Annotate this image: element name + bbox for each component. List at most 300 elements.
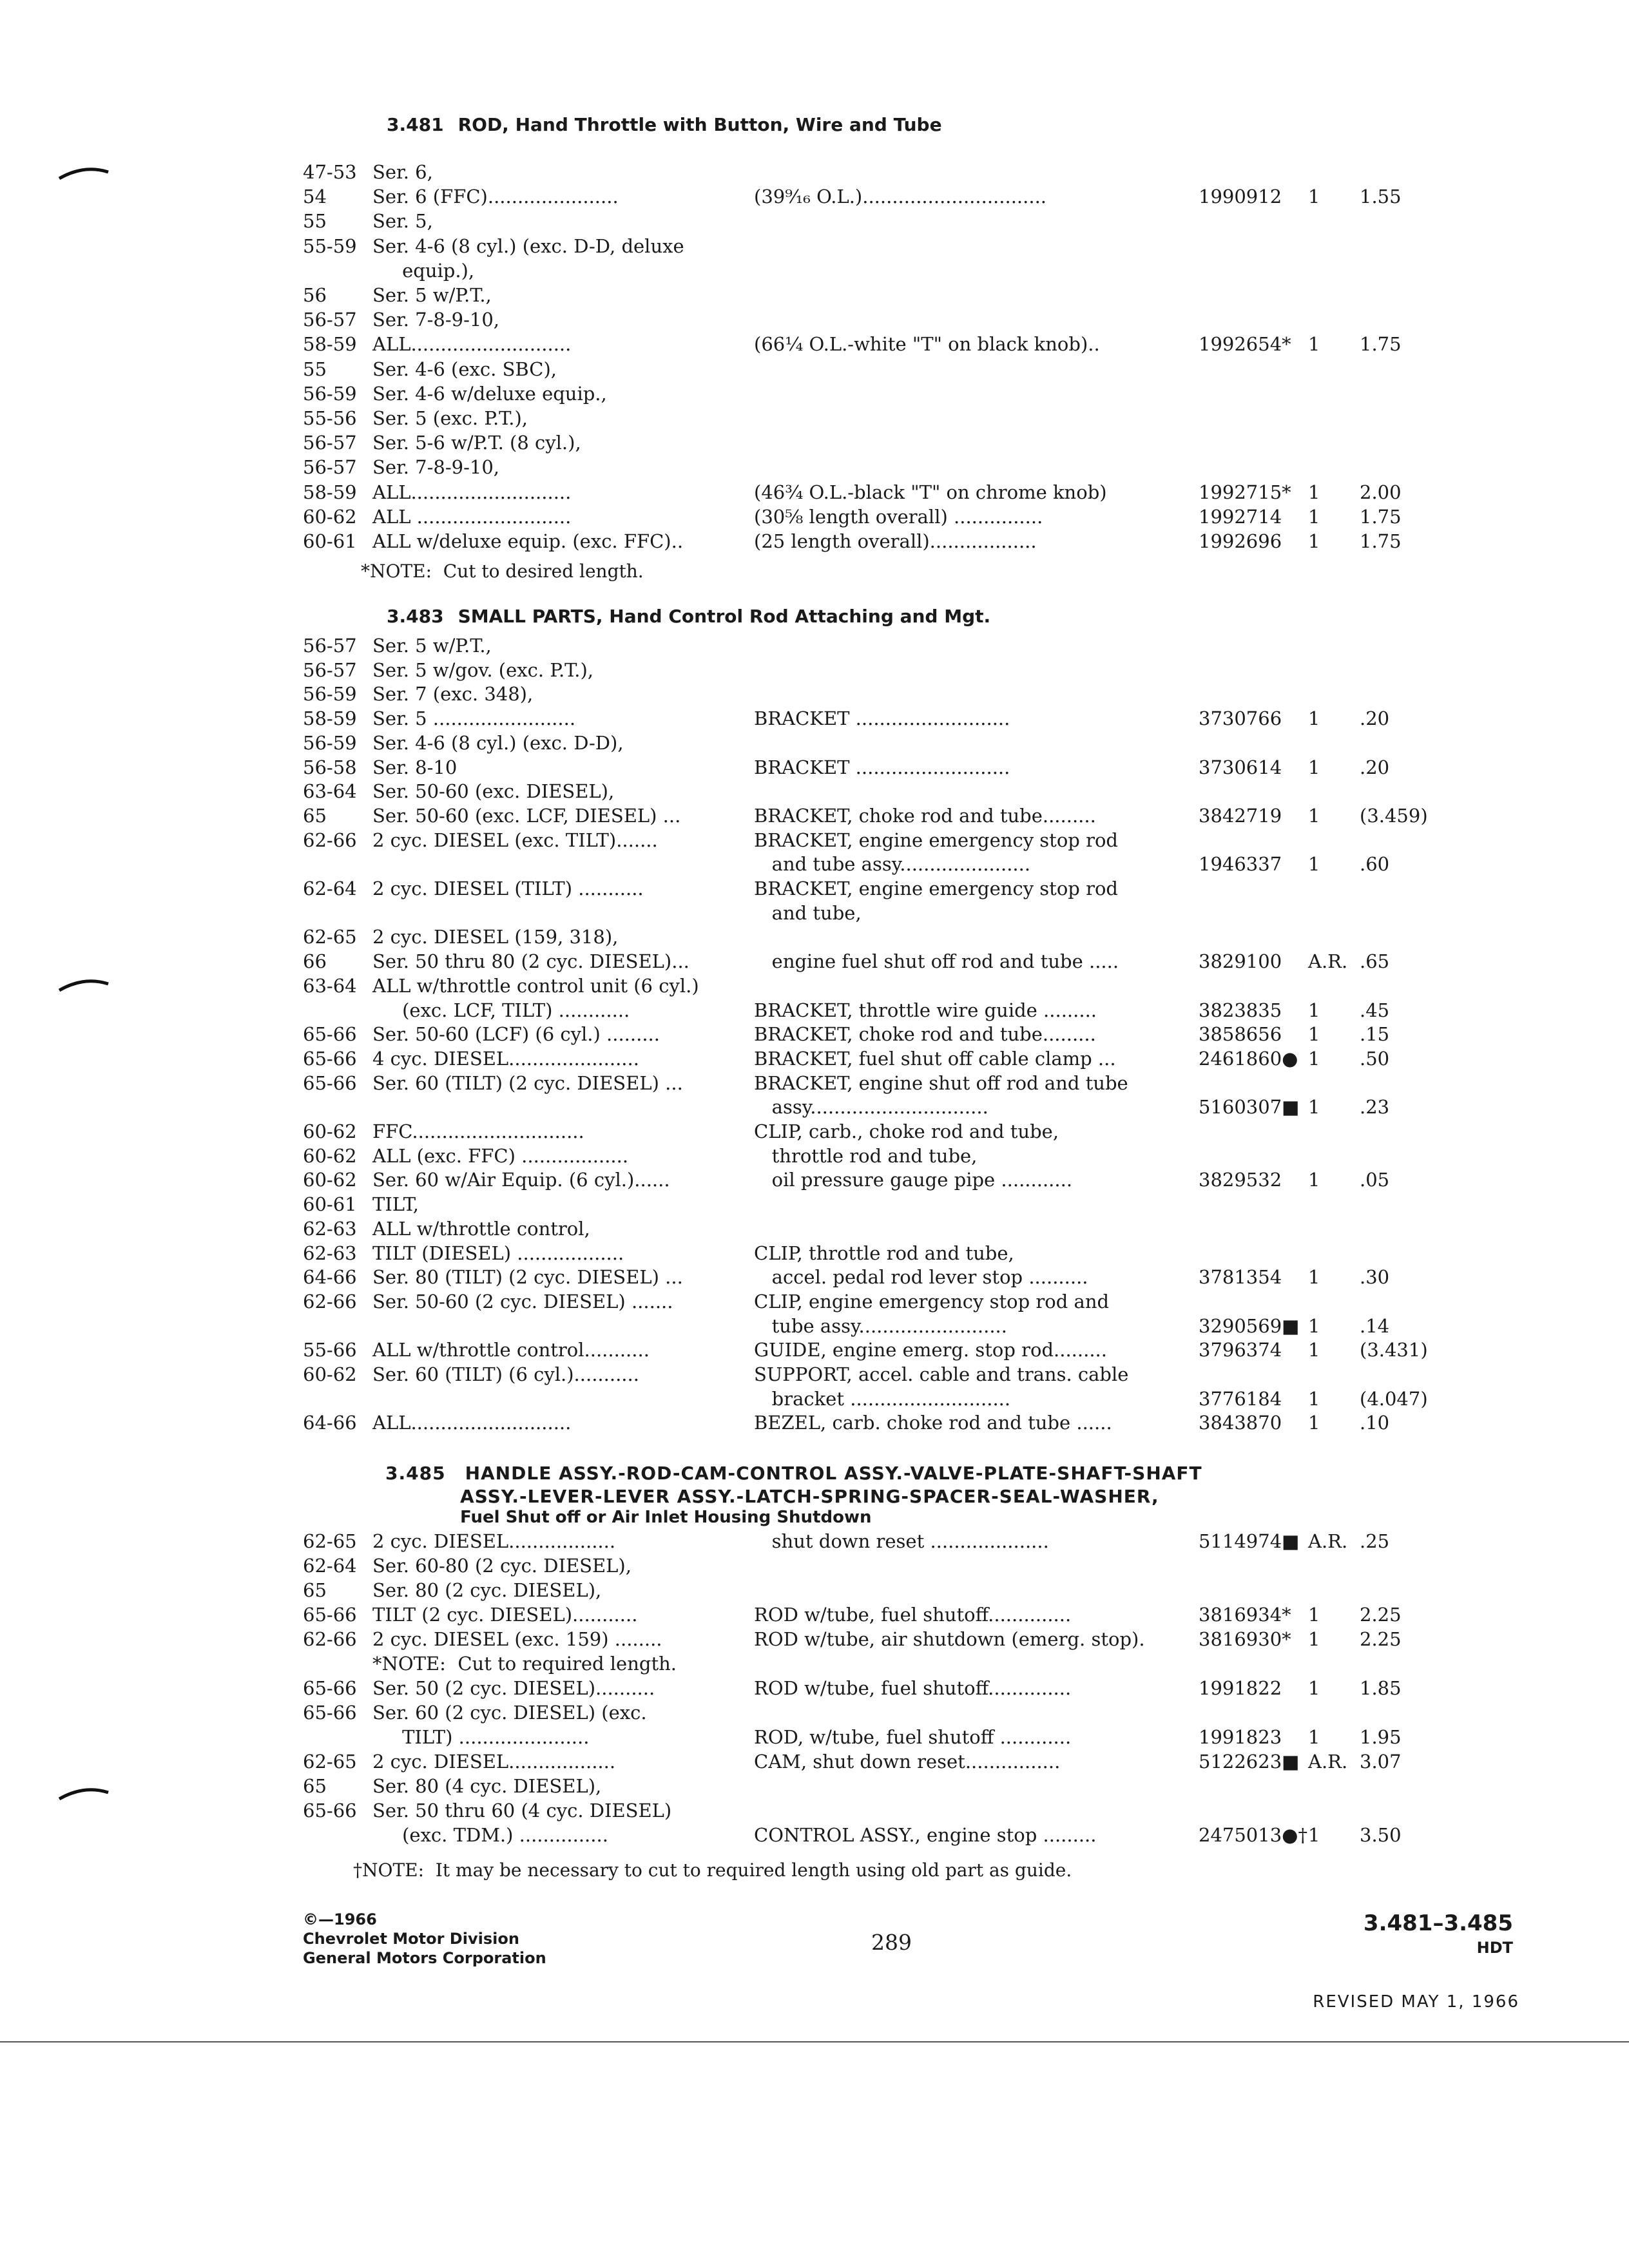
cell-model: Ser. 50-60 (exc. LCF, DIESEL) ...: [372, 804, 681, 827]
note-3485: †NOTE: It may be necessary to cut to required length using old part as guide.: [353, 1860, 1072, 1881]
cell-years: 56-57: [303, 432, 357, 454]
cell-model: Ser. 50-60 (exc. DIESEL),: [372, 780, 615, 803]
cell-qty: 1: [1308, 1604, 1320, 1626]
cell-model: ALL...........................: [372, 1412, 572, 1434]
cell-years: 56-58: [303, 756, 357, 778]
cell-part: 3829532: [1199, 1169, 1282, 1191]
cell-years: 62-64: [303, 1555, 357, 1577]
cell-qty: 1: [1308, 1628, 1320, 1650]
cell-part: 1992696: [1199, 530, 1282, 552]
cell-years: 65-66: [303, 1072, 357, 1094]
cell-desc: BRACKET, choke rod and tube.........: [754, 1023, 1096, 1046]
table-row: [0, 1530, 1629, 1556]
cell-years: 60-61: [303, 530, 357, 552]
table-row: [0, 1677, 1629, 1703]
cell-desc: SUPPORT, accel. cable and trans. cable: [754, 1363, 1129, 1385]
table-row: [0, 902, 1629, 928]
corporation-name: General Motors Corporation: [303, 1949, 546, 1967]
cell-years: 62-66: [303, 1290, 357, 1312]
cell-qty: 1: [1308, 1023, 1320, 1046]
cell-desc: and tube,: [754, 901, 862, 924]
cell-model: Ser. 4-6 (8 cyl.) (exc. D-D, deluxe: [372, 235, 684, 257]
table-row: [0, 635, 1629, 660]
cell-model: Ser. 50 (2 cyc. DIESEL)..........: [372, 1677, 655, 1699]
cell-model: Ser. 80 (4 cyc. DIESEL),: [372, 1775, 602, 1797]
cell-qty: 1: [1308, 1339, 1320, 1361]
cell-model: Ser. 80 (TILT) (2 cyc. DIESEL) ...: [372, 1266, 683, 1289]
division-name: Chevrolet Motor Division: [303, 1930, 519, 1948]
table-row: [0, 1555, 1629, 1581]
cell-part: 1992654*: [1199, 333, 1291, 356]
cell-price: .65: [1360, 950, 1390, 973]
cell-model: Ser. 7-8-9-10,: [372, 309, 500, 331]
cell-qty: 1: [1308, 804, 1320, 827]
cell-model: TILT) ......................: [372, 1726, 590, 1748]
cell-desc: BRACKET ..........................: [754, 707, 1010, 730]
table-row: [0, 161, 1629, 187]
table-row: [0, 1628, 1629, 1654]
cell-years: 60-61: [303, 1193, 357, 1216]
table-row: [0, 186, 1629, 211]
cell-model: ALL w/throttle control...........: [372, 1339, 650, 1361]
cell-part: 1991823: [1199, 1726, 1282, 1748]
cell-desc: CLIP, carb., choke rod and tube,: [754, 1120, 1059, 1142]
cell-desc: assy..............................: [754, 1096, 988, 1119]
cell-model: Ser. 6 (FFC)......................: [372, 186, 619, 208]
table-row: [0, 1702, 1629, 1727]
section-title: ROD, Hand Throttle with Button, Wire and Tube: [458, 114, 942, 135]
page-edge-line: [0, 2041, 1629, 2042]
cell-model: Ser. 80 (2 cyc. DIESEL),: [372, 1579, 602, 1601]
cell-model: Ser. 60-80 (2 cyc. DIESEL),: [372, 1555, 631, 1577]
cell-model: Ser. 50-60 (2 cyc. DIESEL) .......: [372, 1290, 673, 1312]
cell-model: Ser. 60 (TILT) (6 cyl.)...........: [372, 1363, 639, 1385]
cell-part: 3816930*: [1199, 1628, 1291, 1650]
cell-model: *NOTE: Cut to required length.: [372, 1653, 677, 1675]
cell-part: 3290569■: [1199, 1314, 1300, 1337]
cell-qty: 1: [1308, 1387, 1320, 1410]
table-row: [0, 1218, 1629, 1244]
cell-desc: tube assy.........................: [754, 1314, 1007, 1337]
cell-part: 3823835: [1199, 999, 1282, 1021]
cell-price: .23: [1360, 1096, 1390, 1119]
cell-model: Ser. 7-8-9-10,: [372, 456, 500, 479]
cell-years: 62-63: [303, 1217, 357, 1240]
cell-qty: 1: [1308, 1047, 1320, 1070]
section-heading-3483: [387, 606, 990, 627]
cell-years: 47-53: [303, 161, 357, 183]
cell-part: 3843870: [1199, 1412, 1282, 1434]
cell-model: Ser. 5 w/gov. (exc. P.T.),: [372, 658, 594, 681]
cell-years: 55-56: [303, 407, 357, 429]
cell-price: (3.459): [1360, 804, 1428, 827]
cell-years: 62-65: [303, 1751, 357, 1773]
cell-price: .45: [1360, 999, 1390, 1021]
table-row: [0, 530, 1629, 556]
cell-years: 60-62: [303, 1144, 357, 1167]
cell-qty: 1: [1308, 853, 1320, 876]
cell-qty: 1: [1308, 1314, 1320, 1337]
table-row: [0, 707, 1629, 733]
cell-model: (exc. TDM.) ...............: [372, 1824, 608, 1846]
cell-desc: (39⁹⁄₁₆ O.L.)...............................: [754, 186, 1047, 208]
table-row: [0, 1800, 1629, 1825]
cell-part: 1990912: [1199, 186, 1282, 208]
cell-qty: 1: [1308, 756, 1320, 778]
table-row: [0, 950, 1629, 976]
cell-model: Ser. 5 w/P.T.,: [372, 635, 492, 657]
cell-price: .20: [1360, 707, 1390, 730]
cell-model: ALL w/throttle control,: [372, 1217, 590, 1240]
table-row: [0, 309, 1629, 334]
cell-part: 3776184: [1199, 1387, 1282, 1410]
cell-model: Ser. 5-6 w/P.T. (8 cyl.),: [372, 432, 581, 454]
footer-section-ref: [1364, 1910, 1513, 1957]
cell-model: equip.),: [372, 259, 475, 282]
cell-years: 55-59: [303, 235, 357, 257]
cell-desc: ROD, w/tube, fuel shutoff ............: [754, 1726, 1072, 1748]
table-row: [0, 481, 1629, 507]
cell-qty: A.R.: [1308, 1751, 1348, 1773]
cell-model: 2 cyc. DIESEL (159, 318),: [372, 926, 619, 948]
cell-years: 60-62: [303, 1363, 357, 1385]
table-row: [0, 432, 1629, 457]
cell-desc: BEZEL, carb. choke rod and tube ......: [754, 1412, 1112, 1434]
table-row: [0, 732, 1629, 758]
cell-part: 1946337: [1199, 853, 1282, 876]
cell-desc: bracket ...........................: [754, 1387, 1011, 1410]
cell-part: 3781354: [1199, 1266, 1282, 1289]
cell-desc: BRACKET, engine emergency stop rod: [754, 878, 1118, 899]
cell-price: 1.55: [1360, 186, 1402, 208]
table-row: [0, 853, 1629, 879]
cell-price: .20: [1360, 756, 1390, 778]
table-row: [0, 358, 1629, 384]
cell-years: 60-62: [303, 505, 357, 528]
cell-model: Ser. 60 (2 cyc. DIESEL) (exc.: [372, 1702, 647, 1724]
table-row: [0, 756, 1629, 782]
cell-model: TILT (DIESEL) ..................: [372, 1242, 624, 1264]
copyright: ©—1966: [303, 1910, 377, 1928]
cell-qty: 1: [1308, 333, 1320, 356]
cell-price: .50: [1360, 1047, 1390, 1070]
note-3481: *NOTE: Cut to desired length.: [361, 561, 644, 582]
cell-model: Ser. 5 ........................: [372, 707, 576, 730]
cell-part: 3842719: [1199, 804, 1282, 827]
cell-qty: 1: [1308, 1096, 1320, 1119]
cell-model: ALL w/throttle control unit (6 cyl.): [372, 974, 699, 997]
cell-price: 3.50: [1360, 1824, 1402, 1846]
cell-price: .05: [1360, 1169, 1390, 1191]
cell-qty: A.R.: [1308, 950, 1348, 973]
cell-years: 58-59: [303, 481, 357, 503]
cell-desc: and tube assy......................: [754, 853, 1031, 876]
cell-desc: (46¾ O.L.-black "T" on chrome knob): [754, 481, 1107, 503]
table-row: [0, 878, 1629, 903]
cell-years: 55-66: [303, 1339, 357, 1361]
table-row: [0, 1653, 1629, 1678]
cell-model: Ser. 4-6 (8 cyl.) (exc. D-D),: [372, 731, 624, 754]
cell-years: 65-66: [303, 1677, 357, 1699]
cell-price: .25: [1360, 1530, 1390, 1552]
page-number: 289: [871, 1930, 912, 1955]
cell-years: 62-66: [303, 829, 357, 851]
cell-desc: BRACKET, choke rod and tube.........: [754, 804, 1096, 827]
table-row: [0, 456, 1629, 482]
cell-model: Ser. 50-60 (LCF) (6 cyl.) .........: [372, 1023, 660, 1046]
cell-price: 3.07: [1360, 1751, 1402, 1773]
cell-part: 1991822: [1199, 1677, 1282, 1699]
cell-part: 3829100: [1199, 950, 1282, 973]
table-row: [0, 1096, 1629, 1122]
cell-model: Ser. 4-6 w/deluxe equip.,: [372, 382, 607, 405]
cell-years: 65-66: [303, 1023, 357, 1046]
cell-years: 56-59: [303, 731, 357, 754]
cell-years: 56-57: [303, 635, 357, 657]
cell-desc: BRACKET, engine emergency stop rod: [754, 829, 1118, 851]
cell-part: 3730614: [1199, 756, 1282, 778]
cell-years: 66: [303, 950, 327, 973]
cell-qty: 1: [1308, 186, 1320, 208]
table-row: [0, 1412, 1629, 1437]
section-heading-3481: [387, 114, 942, 135]
cell-model: TILT,: [372, 1193, 419, 1216]
cell-years: 62-66: [303, 1628, 357, 1650]
section-title: SMALL PARTS, Hand Control Rod Attaching and Mgt.: [458, 606, 991, 627]
cell-price: 2.00: [1360, 481, 1402, 503]
cell-model: 2 cyc. DIESEL..................: [372, 1751, 616, 1773]
cell-price: 1.95: [1360, 1726, 1402, 1748]
cell-model: ALL w/deluxe equip. (exc. FFC)..: [372, 530, 684, 552]
cell-desc: BRACKET, throttle wire guide .........: [754, 999, 1097, 1021]
cell-desc: engine fuel shut off rod and tube .....: [754, 950, 1119, 973]
cell-desc: ROD w/tube, air shutdown (emerg. stop).: [754, 1628, 1145, 1650]
cell-qty: 1: [1308, 1169, 1320, 1191]
cell-desc: (25 length overall)..................: [754, 530, 1037, 552]
cell-years: 63-64: [303, 974, 357, 997]
table-row: [0, 1242, 1629, 1268]
cell-desc: accel. pedal rod lever stop ..........: [754, 1266, 1088, 1289]
table-row: [0, 1775, 1629, 1801]
cell-price: 1.75: [1360, 333, 1402, 356]
cell-qty: 1: [1308, 505, 1320, 528]
cell-desc: BRACKET, engine shut off rod and tube: [754, 1072, 1128, 1094]
cell-part: 5160307■: [1199, 1096, 1300, 1119]
cell-desc: ROD w/tube, fuel shutoff..............: [754, 1604, 1072, 1626]
cell-years: 58-59: [303, 707, 357, 730]
cell-model: ALL...........................: [372, 333, 572, 356]
cell-qty: 1: [1308, 1412, 1320, 1434]
table-row: [0, 1023, 1629, 1049]
cell-years: 62-63: [303, 1242, 357, 1264]
cell-model: 2 cyc. DIESEL (TILT) ...........: [372, 878, 644, 899]
section-title-line1: HANDLE ASSY.-ROD-CAM-CONTROL ASSY.-VALVE-PLATE-SHAFT-SHAFT: [465, 1463, 1202, 1484]
cell-price: .60: [1360, 853, 1390, 876]
cell-years: 56-59: [303, 683, 357, 706]
cell-desc: (66¼ O.L.-white "T" on black knob)..: [754, 333, 1100, 356]
cell-part: 3730766: [1199, 707, 1282, 730]
cell-model: Ser. 6,: [372, 161, 433, 183]
cell-desc: (30⅝ length overall) ...............: [754, 505, 1043, 528]
table-row: [0, 383, 1629, 408]
table-row: [0, 1266, 1629, 1292]
cell-qty: A.R.: [1308, 1530, 1348, 1552]
table-row: [0, 926, 1629, 952]
cell-years: 65: [303, 804, 327, 827]
cell-model: FFC.............................: [372, 1120, 584, 1142]
cell-desc: CLIP, engine emergency stop rod and: [754, 1290, 1110, 1312]
table-row: [0, 407, 1629, 433]
table-row: [0, 1145, 1629, 1171]
cell-years: 56-57: [303, 456, 357, 479]
table-row: [0, 1339, 1629, 1365]
cell-model: 2 cyc. DIESEL (exc. TILT).......: [372, 829, 658, 851]
cell-model: ALL ..........................: [372, 505, 572, 528]
table-row: [0, 1604, 1629, 1629]
section-number: 3.481: [387, 114, 444, 135]
cell-years: 58-59: [303, 333, 357, 356]
table-row: [0, 1363, 1629, 1389]
cell-qty: 1: [1308, 1677, 1320, 1699]
table-row: [0, 805, 1629, 831]
cell-model: 2 cyc. DIESEL..................: [372, 1530, 616, 1552]
cell-model: Ser. 5,: [372, 210, 433, 233]
cell-model: ALL (exc. FFC) ..................: [372, 1144, 629, 1167]
cell-years: 62-64: [303, 878, 357, 899]
cell-model: Ser. 8-10: [372, 756, 458, 778]
table-row: [0, 210, 1629, 236]
cell-part: 5122623■: [1199, 1751, 1300, 1773]
table-row: [0, 780, 1629, 806]
cell-years: 62-65: [303, 1530, 357, 1552]
cell-model: ALL...........................: [372, 481, 572, 503]
cell-price: 2.25: [1360, 1604, 1402, 1626]
cell-model: Ser. 50 thru 80 (2 cyc. DIESEL)...: [372, 950, 689, 973]
cell-years: 56-59: [303, 382, 357, 405]
footer-publisher: [303, 1910, 546, 1968]
section-number: 3.485: [385, 1463, 446, 1484]
cell-part: 5114974■: [1199, 1530, 1300, 1552]
cell-years: 65-66: [303, 1604, 357, 1626]
cell-years: 56-57: [303, 309, 357, 331]
cell-model: Ser. 50 thru 60 (4 cyc. DIESEL): [372, 1800, 672, 1821]
cell-part: 3796374: [1199, 1339, 1282, 1361]
cell-price: 2.25: [1360, 1628, 1402, 1650]
cell-qty: 1: [1308, 999, 1320, 1021]
table-row: [0, 506, 1629, 532]
cell-years: 64-66: [303, 1266, 357, 1289]
table-row: [0, 659, 1629, 685]
cell-price: .10: [1360, 1412, 1390, 1434]
cell-part: 2475013●†: [1199, 1824, 1307, 1846]
cell-model: 4 cyc. DIESEL......................: [372, 1047, 639, 1070]
cell-years: 64-66: [303, 1412, 357, 1434]
cell-price: 1.85: [1360, 1677, 1402, 1699]
cell-price: (4.047): [1360, 1387, 1428, 1410]
cell-years: 65: [303, 1579, 327, 1601]
cell-years: 62-65: [303, 926, 357, 948]
cell-price: 1.75: [1360, 530, 1402, 552]
table-row: [0, 333, 1629, 359]
cell-desc: oil pressure gauge pipe ............: [754, 1169, 1073, 1191]
cell-years: 65-66: [303, 1702, 357, 1724]
cell-part: 2461860●: [1199, 1047, 1298, 1070]
table-row: [0, 1120, 1629, 1146]
cell-years: 56-57: [303, 658, 357, 681]
cell-model: Ser. 5 w/P.T.,: [372, 284, 492, 306]
cell-qty: 1: [1308, 1726, 1320, 1748]
cell-desc: CONTROL ASSY., engine stop .........: [754, 1824, 1097, 1846]
cell-price: .30: [1360, 1266, 1390, 1289]
cell-part: 3858656: [1199, 1023, 1282, 1046]
section-subtitle: Fuel Shut off or Air Inlet Housing Shutdown: [460, 1508, 872, 1527]
table-row: [0, 1048, 1629, 1073]
cell-model: (exc. LCF, TILT) ............: [372, 999, 630, 1021]
table-row: [0, 1315, 1629, 1341]
cell-desc: throttle rod and tube,: [754, 1144, 978, 1167]
cell-desc: shut down reset ....................: [754, 1530, 1049, 1552]
cell-part: 1992715*: [1199, 481, 1291, 503]
cell-years: 63-64: [303, 780, 357, 803]
table-row: [0, 683, 1629, 709]
cell-desc: CLIP, throttle rod and tube,: [754, 1242, 1014, 1264]
table-row: [0, 284, 1629, 310]
cell-desc: CAM, shut down reset................: [754, 1751, 1061, 1773]
cell-years: 65: [303, 1775, 327, 1797]
table-row: [0, 1193, 1629, 1219]
table-row: [0, 975, 1629, 1001]
cell-model: Ser. 60 w/Air Equip. (6 cyl.)......: [372, 1169, 670, 1191]
table-row: [0, 1169, 1629, 1195]
table-row: [0, 829, 1629, 855]
table-row: [0, 1751, 1629, 1776]
cell-qty: 1: [1308, 481, 1320, 503]
section-heading-3485: [385, 1463, 1202, 1484]
revision-date: REVISED MAY 1, 1966: [1313, 1992, 1519, 2012]
section-title-line2: ASSY.-LEVER-LEVER ASSY.-LATCH-SPRING-SPACER-SEAL-WASHER,: [460, 1486, 1159, 1507]
cell-desc: ROD w/tube, fuel shutoff..............: [754, 1677, 1072, 1699]
cell-years: 60-62: [303, 1120, 357, 1142]
table-row: [0, 1388, 1629, 1414]
cell-part: 1992714: [1199, 505, 1282, 528]
cell-price: .14: [1360, 1314, 1390, 1337]
cell-qty: 1: [1308, 530, 1320, 552]
cell-years: 65-66: [303, 1800, 357, 1821]
cell-model: Ser. 60 (TILT) (2 cyc. DIESEL) ...: [372, 1072, 683, 1094]
table-row: [0, 235, 1629, 261]
table-row: [0, 1726, 1629, 1752]
cell-price: (3.431): [1360, 1339, 1428, 1361]
cell-years: 65-66: [303, 1047, 357, 1070]
section-number: 3.483: [387, 606, 444, 627]
cell-qty: 1: [1308, 1266, 1320, 1289]
table-row: [0, 999, 1629, 1025]
table-row: [0, 1579, 1629, 1605]
cell-price: 1.75: [1360, 505, 1402, 528]
cell-model: Ser. 4-6 (exc. SBC),: [372, 358, 557, 380]
table-row: [0, 260, 1629, 285]
cell-qty: 1: [1308, 707, 1320, 730]
cell-desc: BRACKET, fuel shut off cable clamp ...: [754, 1047, 1116, 1070]
table-row: [0, 1072, 1629, 1098]
table-row: [0, 1291, 1629, 1316]
cell-model: 2 cyc. DIESEL (exc. 159) ........: [372, 1628, 662, 1650]
cell-model: TILT (2 cyc. DIESEL)...........: [372, 1604, 638, 1626]
cell-years: 56: [303, 284, 327, 306]
cell-years: 55: [303, 358, 327, 380]
section-range: 3.481–3.485: [1363, 1910, 1513, 1936]
cell-part: 3816934*: [1199, 1604, 1291, 1626]
